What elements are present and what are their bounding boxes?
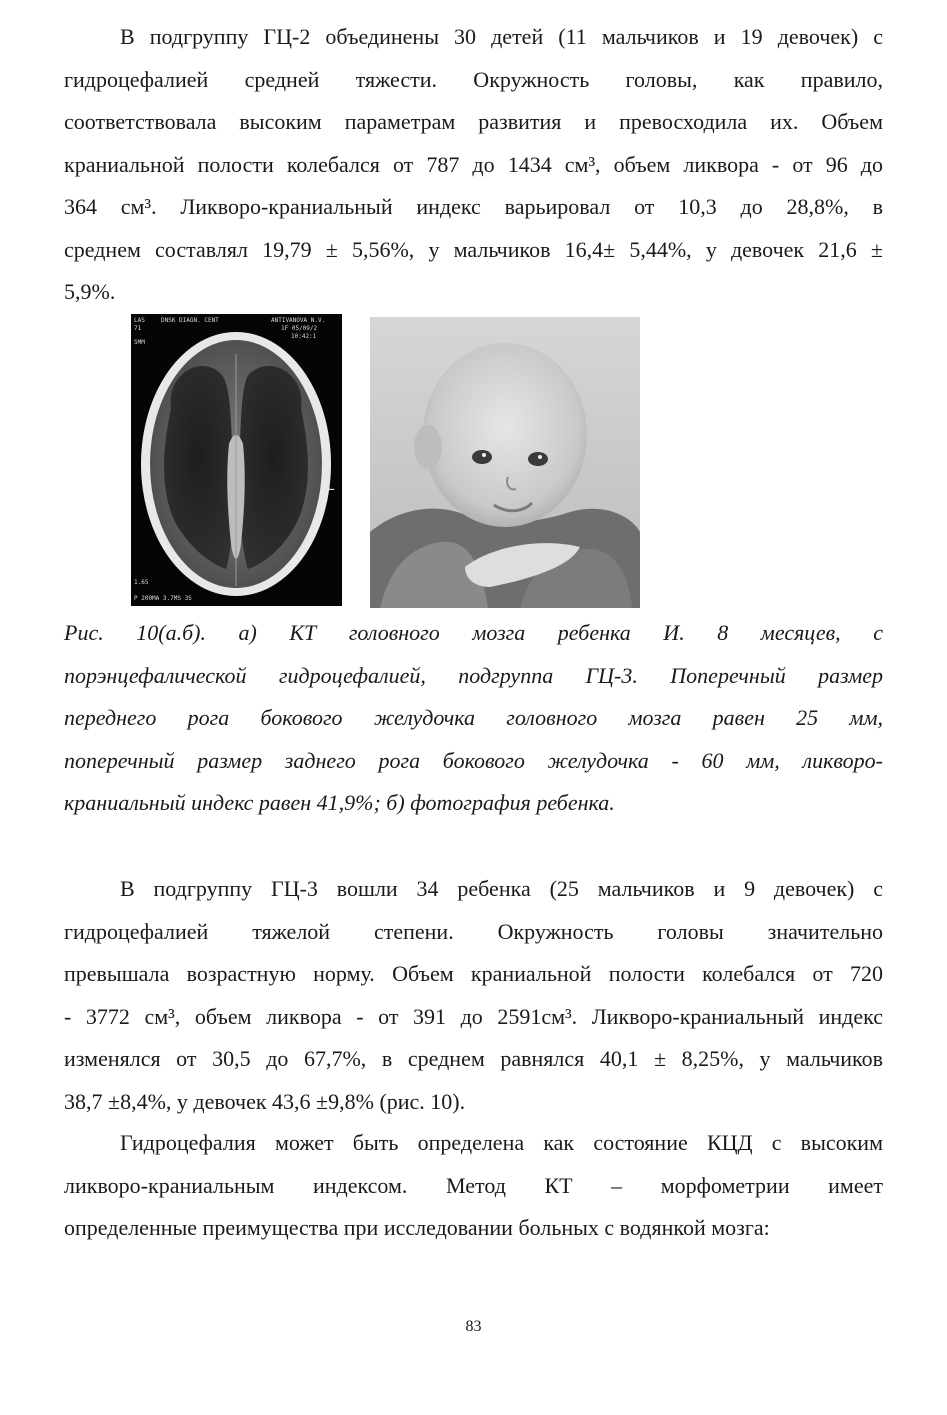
ct-overlay-text: P 200MA 3.7MS 3S [134, 595, 192, 602]
text-line: В подгруппу ГЦ-3 вошли 34 ребенка (25 мальчиков и 9 девочек) с [120, 876, 883, 901]
ct-side-marker: L [327, 479, 335, 494]
text-line: среднем составлял 19,79 ± 5,56%, у мальчиков 16,4± 5,44%, у девочек 21,6 ± [64, 236, 883, 262]
page-number: 83 [465, 1318, 482, 1335]
ct-overlay-text: 71 [134, 325, 142, 332]
paragraph-gc3 [64, 868, 883, 1123]
text-line: превышала возрастную норму. Объем краниальной полости колебался от 720 [64, 961, 883, 986]
ct-overlay-text: 5MM [134, 339, 145, 346]
caption-line: Рис. 10(а.б). а) КТ головного мозга ребенка И. 8 месяцев, с [64, 620, 883, 645]
paragraph-hydrocephalus-definition [64, 1122, 883, 1250]
caption-line: переднего рога бокового желудочка головного мозга равен 25 мм, [64, 705, 883, 730]
caption-line: порэнцефалической гидроцефалией, подгруппа ГЦ-3. Поперечный размер [64, 662, 883, 688]
text-line: ликворо-краниальным индексом. Метод КТ – морфометрии имеет [64, 1172, 883, 1198]
text-line: - 3772 см³, объем ликвора - от 391 до 2591см³. Ликворо-краниальный индекс [64, 1003, 883, 1029]
ct-overlay-text: 1F 05/09/2 [281, 325, 318, 332]
ct-overlay-text: LAS [134, 317, 145, 324]
paragraph-gc2 [64, 16, 883, 314]
text-line: краниальной полости колебался от 787 до 1434 см³, объем ликвора - от 96 до [64, 151, 883, 177]
child-photograph [370, 317, 640, 608]
ct-overlay-text: ANTIVANOVA N.V. [271, 317, 326, 324]
text-line: соответствовала высоким параметрам развития и превосходила их. Объем [64, 109, 883, 134]
ct-overlay-text: 10:42:1 [291, 333, 317, 340]
ct-scan-image [131, 314, 342, 606]
text-line: гидроцефалией средней тяжести. Окружность головы, как правило, [64, 66, 883, 92]
ct-overlay-text: DNSK DIAGN. CENT [161, 317, 219, 324]
text-line: 5,9%. [64, 279, 116, 304]
caption-line: краниальный индекс равен 41,9%; б) фотография ребенка. [64, 790, 615, 815]
figure-caption [64, 612, 883, 825]
text-line: изменялся от 30,5 до 67,7%, в среднем равнялся 40,1 ± 8,25%, у мальчиков [64, 1046, 883, 1071]
ct-overlay-text: 1.65 [134, 579, 149, 586]
figure-10 [0, 314, 947, 610]
text-line: гидроцефалией тяжелой степени. Окружность головы значительно [64, 918, 883, 944]
text-line: 38,7 ±8,4%, у девочек 43,6 ±9,8% (рис. 10). [64, 1088, 466, 1114]
text-line: Гидроцефалия может быть определена как состояние КЦД с высоким [120, 1130, 883, 1155]
text-line: 364 см³. Ликворо-краниальный индекс варьировал от 10,3 до 28,8%, в [64, 194, 883, 219]
text-line: В подгруппу ГЦ-2 объединены 30 детей (11 мальчиков и 19 девочек) с [120, 24, 883, 49]
text-line: определенные преимущества при исследовании больных с водянкой мозга: [64, 1215, 770, 1240]
caption-line: поперечный размер заднего рога бокового желудочка - 60 мм, ликворо- [64, 747, 883, 773]
